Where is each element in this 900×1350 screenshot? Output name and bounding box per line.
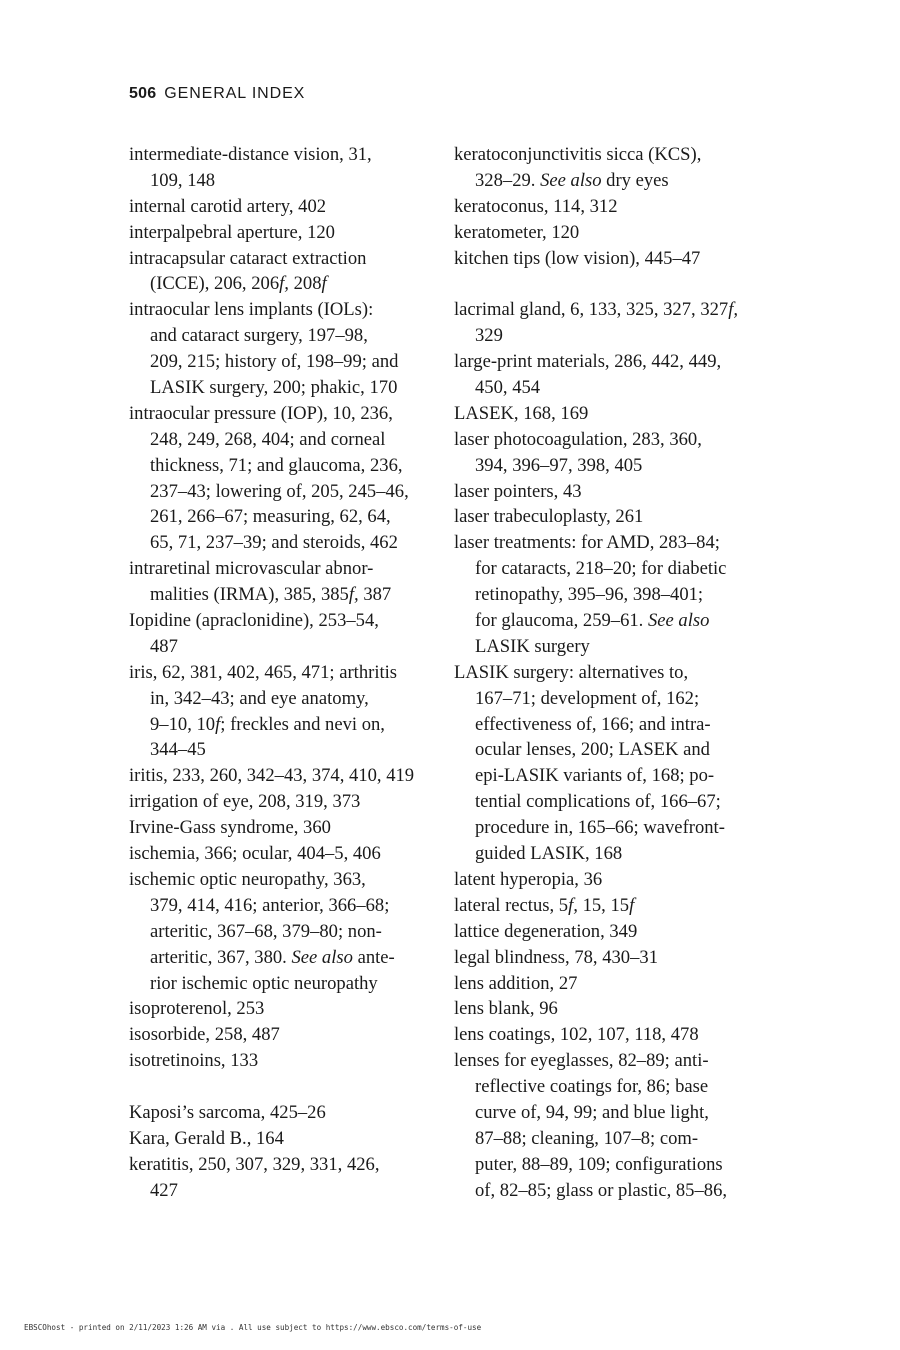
index-entry: iris, 62, 381, 402, 465, 471; arthritis xyxy=(129,661,398,683)
index-entry: laser trabeculoplasty, 261 xyxy=(454,506,644,528)
index-entry: large-print materials, 286, 442, 449, xyxy=(454,351,722,373)
index-entry-continuation: thickness, 71; and glaucoma, 236, xyxy=(150,454,403,476)
index-entry-continuation: ocular lenses, 200; LASEK and xyxy=(475,739,710,761)
index-entry-continuation: 427 xyxy=(150,1179,178,1201)
index-entry-continuation: epi-LASIK variants of, 168; po- xyxy=(475,765,715,787)
index-entry: Kaposi’s sarcoma, 425–26 xyxy=(129,1101,326,1123)
index-entry-continuation: and cataract surgery, 197–98, xyxy=(150,325,368,347)
index-entry: kitchen tips (low vision), 445–47 xyxy=(454,247,701,269)
page-number: 506 xyxy=(129,85,157,102)
index-entry: intraocular lens implants (IOLs): xyxy=(129,299,374,321)
index-entry: isoproterenol, 253 xyxy=(129,998,265,1020)
index-gap xyxy=(129,1074,439,1100)
index-entry: irrigation of eye, 208, 319, 373 xyxy=(129,791,361,813)
index-entry-continuation: 109, 148 xyxy=(150,169,216,191)
index-column-left xyxy=(129,142,439,1204)
index-entry: LASIK surgery: alternatives to, xyxy=(454,661,689,683)
index-entry: lens coatings, 102, 107, 118, 478 xyxy=(454,1024,699,1046)
index-entry: laser pointers, 43 xyxy=(454,480,582,502)
index-entry-continuation: puter, 88–89, 109; configurations xyxy=(475,1153,723,1175)
index-entry-continuation: 248, 249, 268, 404; and corneal xyxy=(150,428,386,450)
index-entry-continuation: retinopathy, 395–96, 398–401; xyxy=(475,584,704,606)
index-entry: keratoconjunctivitis sicca (KCS), xyxy=(454,144,702,165)
index-entry-continuation: curve of, 94, 99; and blue light, xyxy=(475,1101,709,1123)
index-column-right xyxy=(454,142,774,1204)
index-entry-continuation: procedure in, 165–66; wavefront- xyxy=(475,817,725,839)
index-entry: lattice degeneration, 349 xyxy=(454,920,638,942)
index-gap xyxy=(454,271,774,297)
index-entry-continuation: in, 342–43; and eye anatomy, xyxy=(150,687,369,709)
index-entry: iritis, 233, 260, 342–43, 374, 410, 419 xyxy=(129,765,415,787)
index-entry-continuation: 209, 215; history of, 198–99; and xyxy=(150,351,399,373)
index-entry: keratitis, 250, 307, 329, 331, 426, xyxy=(129,1153,380,1175)
index-entry: intraretinal microvascular abnor- xyxy=(129,558,374,580)
index-entry: Irvine-Gass syndrome, 360 xyxy=(129,817,331,839)
index-entry: Iopidine (apraclonidine), 253–54, xyxy=(129,610,379,632)
index-entry-continuation: of, 82–85; glass or plastic, 85–86, xyxy=(475,1179,728,1201)
index-entry: latent hyperopia, 36 xyxy=(454,868,603,890)
index-entry: lens addition, 27 xyxy=(454,972,578,994)
index-entry: legal blindness, 78, 430–31 xyxy=(454,946,658,968)
index-entry-continuation: 450, 454 xyxy=(475,377,541,399)
index-entry-continuation: 87–88; cleaning, 107–8; com- xyxy=(475,1127,699,1149)
index-entry-continuation: LASIK surgery, 200; phakic, 170 xyxy=(150,377,398,399)
index-entry-continuation: 344–45 xyxy=(150,739,206,761)
index-entry: lacrimal gland, 6, 133, 325, 327, 327f, xyxy=(454,299,739,321)
index-entry-continuation: 9–10, 10f; freckles and nevi on, xyxy=(150,713,385,735)
index-entry-continuation: LASIK surgery xyxy=(475,635,590,657)
index-entry: LASEK, 168, 169 xyxy=(454,402,589,424)
print-footer: EBSCOhost - printed on 2/11/2023 1:26 AM via . All use subject to https://www.ebsco.com/terms-of-use xyxy=(24,1323,482,1332)
index-entry-continuation: 329 xyxy=(475,325,503,347)
index-entry-continuation: 167–71; development of, 162; xyxy=(475,687,700,709)
index-entry-continuation: malities (IRMA), 385, 385f, 387 xyxy=(150,584,392,606)
index-entry: lateral rectus, 5f, 15, 15f xyxy=(454,894,635,916)
index-entry: internal carotid artery, 402 xyxy=(129,195,327,217)
index-entry-continuation: rior ischemic optic neuropathy xyxy=(150,972,378,994)
index-entry: ischemia, 366; ocular, 404–5, 406 xyxy=(129,843,381,865)
index-entry-continuation: 328–29. See also dry eyes xyxy=(475,169,669,191)
index-entry-continuation: 237–43; lowering of, 205, 245–46, xyxy=(150,480,409,502)
index-entry: intermediate-distance vision, 31, xyxy=(129,144,372,165)
index-entry-continuation: arteritic, 367, 380. See also ante- xyxy=(150,946,395,968)
index-entry: intraocular pressure (IOP), 10, 236, xyxy=(129,402,393,424)
running-header xyxy=(129,84,305,104)
index-entry: Kara, Gerald B., 164 xyxy=(129,1127,284,1149)
index-entry-continuation: 65, 71, 237–39; and steroids, 462 xyxy=(150,532,398,554)
index-entry: isosorbide, 258, 487 xyxy=(129,1024,280,1046)
index-entry-continuation: 394, 396–97, 398, 405 xyxy=(475,454,643,476)
index-entry-continuation: arteritic, 367–68, 379–80; non- xyxy=(150,920,382,942)
index-entry-continuation: 261, 266–67; measuring, 62, 64, xyxy=(150,506,391,528)
index-entry: laser photocoagulation, 283, 360, xyxy=(454,428,702,450)
index-entry: keratoconus, 114, 312 xyxy=(454,195,618,217)
index-entry-continuation: 487 xyxy=(150,635,178,657)
index-entry: lens blank, 96 xyxy=(454,998,558,1020)
index-entry-continuation: reflective coatings for, 86; base xyxy=(475,1076,709,1098)
index-entry: interpalpebral aperture, 120 xyxy=(129,221,335,243)
index-entry: intracapsular cataract extraction xyxy=(129,247,367,269)
index-entry-continuation: 379, 414, 416; anterior, 366–68; xyxy=(150,894,390,916)
running-title: GENERAL INDEX xyxy=(164,85,306,102)
index-entry-continuation: guided LASIK, 168 xyxy=(475,843,623,865)
index-entry-continuation: tential complications of, 166–67; xyxy=(475,791,721,813)
index-entry: laser treatments: for AMD, 283–84; xyxy=(454,532,720,554)
index-entry-continuation: for glaucoma, 259–61. See also xyxy=(475,610,710,632)
index-entry: ischemic optic neuropathy, 363, xyxy=(129,868,366,890)
index-entry-continuation: (ICCE), 206, 206f, 208f xyxy=(150,273,327,295)
index-entry: isotretinoins, 133 xyxy=(129,1050,259,1072)
index-entry: lenses for eyeglasses, 82–89; anti- xyxy=(454,1050,709,1072)
index-entry: keratometer, 120 xyxy=(454,221,580,243)
index-entry-continuation: for cataracts, 218–20; for diabetic xyxy=(475,558,727,580)
index-entry-continuation: effectiveness of, 166; and intra- xyxy=(475,713,711,735)
